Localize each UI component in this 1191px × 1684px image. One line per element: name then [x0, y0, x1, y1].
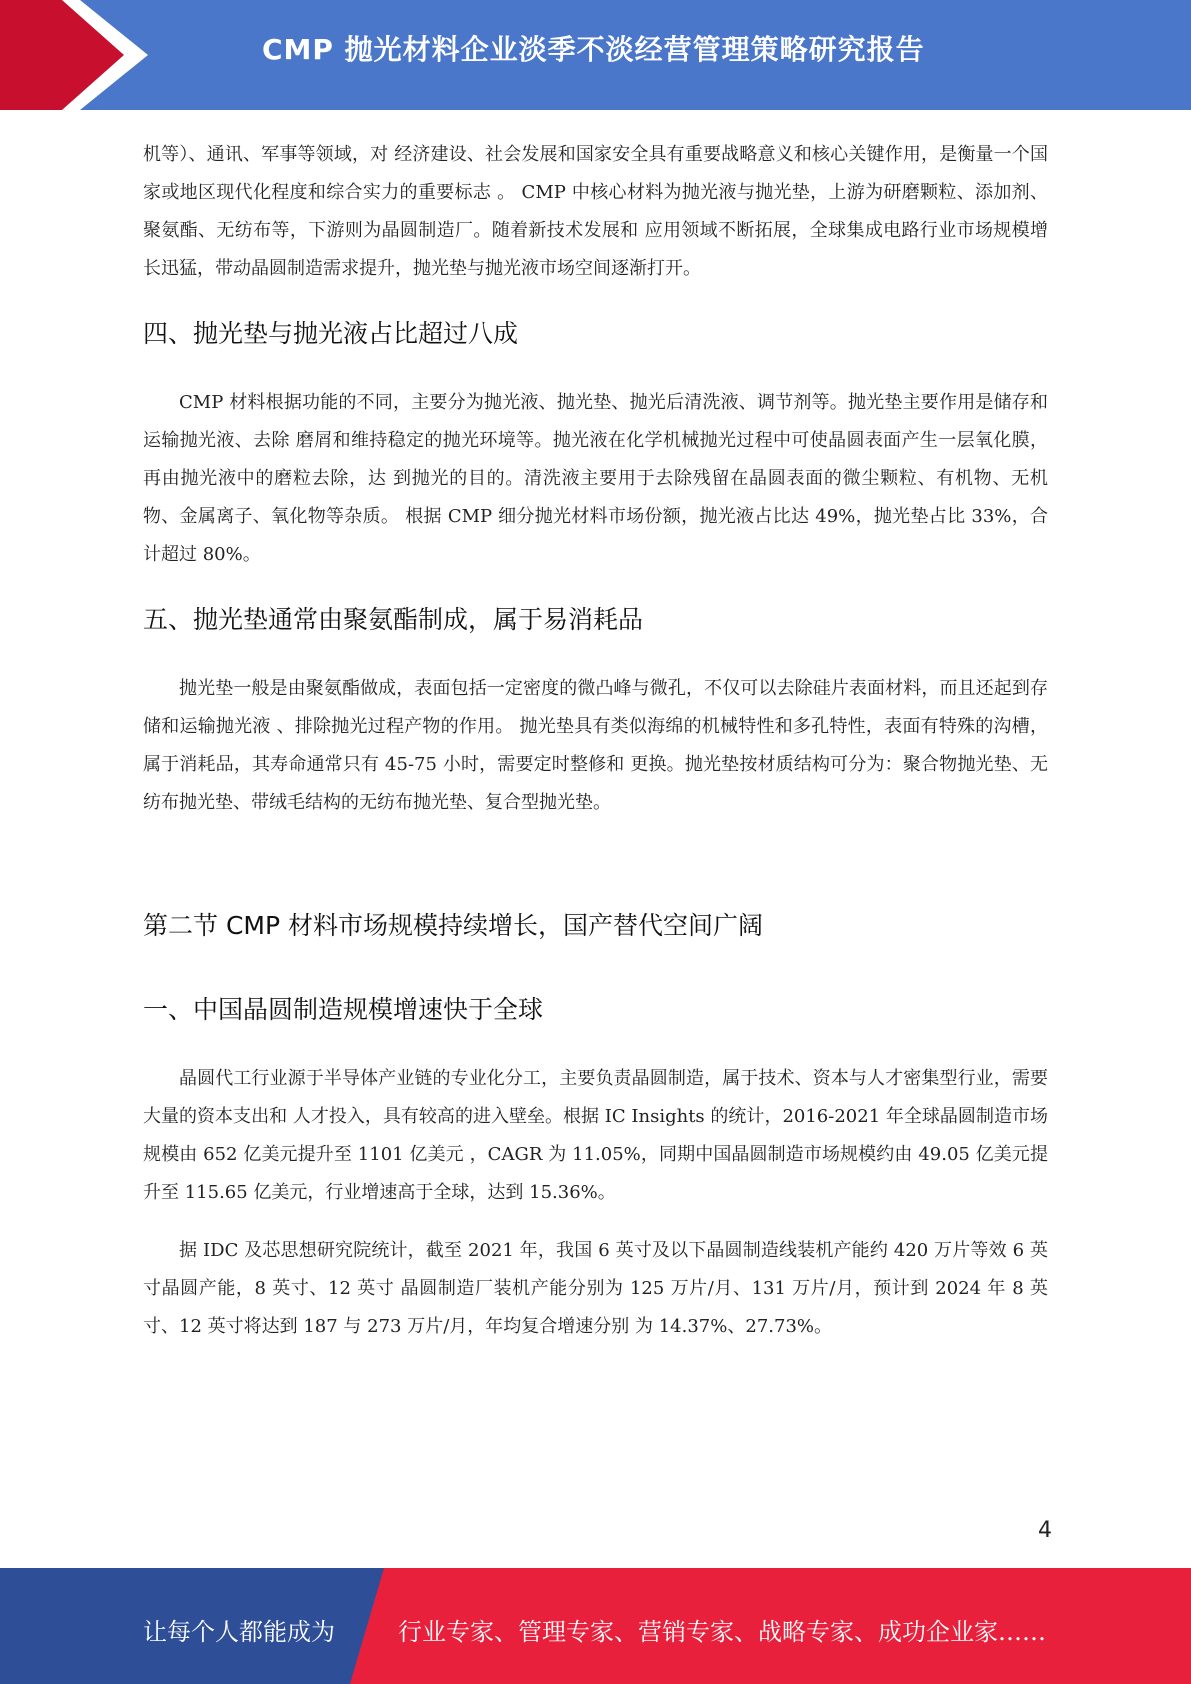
footer-slogan-left: 让每个人都能成为: [143, 1618, 335, 1646]
heading-section-4: 四、抛光垫与抛光液占比超过八成: [143, 319, 519, 348]
page-content: [143, 132, 1048, 1346]
chapter-section-title: 第二节 CMP 材料市场规模持续增长，国产替代空间广阔: [143, 911, 763, 940]
page-header: [0, 0, 1191, 110]
page-number: 4: [1038, 1518, 1052, 1543]
paragraph-section-4: CMP 材料根据功能的不同，主要分为抛光液、抛光垫、抛光后清洗液、调节剂等。抛光垫主要作用是储存和运输抛光液、去除 磨屑和维持稳定的抛光环境等。抛光液在化学机械抛光过程中可使晶圆表面产生一层氧化膜，再由抛光液中的磨粒去除，达 到抛光的目的。清洗液主要用于去除残留在晶圆表面的微尘颗粒、有机物、无机物、金属离子、氧化物等杂质。 根据 CMP 细分抛光材料市场份额，抛光液占比达 49%，抛光垫占比 33%，合计超过 80%。: [143, 392, 1048, 565]
paragraph-section-5: 抛光垫一般是由聚氨酯做成，表面包括一定密度的微凸峰与微孔，不仅可以去除硅片表面材料，而且还起到存储和运输抛光液 、排除抛光过程产物的作用。 抛光垫具有类似海绵的机械特性和多孔特性，表面有特殊的沟槽，属于消耗品，其寿命通常只有 45-75 小时，需要定时整修和 更换。抛光垫按材质结构可分为：聚合物抛光垫、无纺布抛光垫、带绒毛结构的无纺布抛光垫、复合型抛光垫。: [143, 678, 1048, 813]
heading-subsection-1: 一、中国晶圆制造规模增速快于全球: [143, 995, 544, 1024]
paragraph-subsection-1b: 据 IDC 及芯思想研究院统计，截至 2021 年，我国 6 英寸及以下晶圆制造线装机产能约 420 万片等效 6 英寸晶圆产能，8 英寸、12 英寸 晶圆制造厂装机产能分别为 125 万片/月、131 万片/月，预计到 2024 年 8 英寸、12 英寸将达到 187 与 273 万片/月，年均复合增速分别 为 14.37%、27.73%。: [143, 1240, 1048, 1337]
footer-slogan-right: 行业专家、管理专家、营销专家、战略专家、成功企业家……: [398, 1618, 1046, 1646]
paragraph-subsection-1a: 晶圆代工行业源于半导体产业链的专业化分工，主要负责晶圆制造，属于技术、资本与人才密集型行业，需要大量的资本支出和 人才投入，具有较高的进入壁垒。根据 IC Insights 的统计，2016-2021 年全球晶圆制造市场规模由 652 亿美元提升至 1101 亿美元 ，CAGR 为 11.05%，同期中国晶圆制造市场规模约由 49.05 亿美元提升至 115.65 亿美元，行业增速高于全球，达到 15.36%。: [143, 1068, 1048, 1203]
report-title: CMP 抛光材料企业淡季不淡经营管理策略研究报告: [262, 33, 925, 66]
heading-section-5: 五、抛光垫通常由聚氨酯制成，属于易消耗品: [143, 605, 644, 634]
page-footer: [0, 1568, 1191, 1684]
intro-paragraph: 机等）、通讯、军事等领域，对 经济建设、社会发展和国家安全具有重要战略意义和核心关键作用，是衡量一个国家或地区现代化程度和综合实力的重要标志 。 CMP 中核心材料为抛光液与抛光垫，上游为研磨颗粒、添加剂、聚氨酯、无纺布等，下游则为晶圆制造厂。随着新技术发展和 应用领域不断拓展，全球集成电路行业市场规模增长迅猛，带动晶圆制造需求提升，抛光垫与抛光液市场空间逐渐打开。: [143, 144, 1048, 279]
